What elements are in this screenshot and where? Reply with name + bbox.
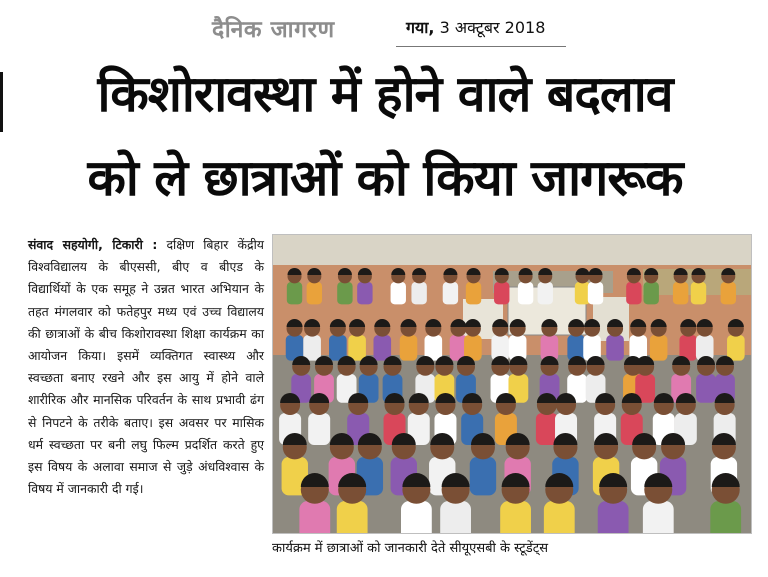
person-body <box>721 282 736 304</box>
left-margin-bar <box>0 72 3 132</box>
person-body <box>500 501 531 533</box>
person-body <box>440 501 471 533</box>
person-body <box>691 282 706 304</box>
person-body <box>494 282 509 304</box>
person-body <box>643 501 674 533</box>
person-body <box>544 501 575 533</box>
person-body <box>411 282 426 304</box>
person-body <box>391 282 406 304</box>
dateline-rule <box>396 46 566 47</box>
person-body <box>538 282 553 304</box>
person-body <box>337 282 352 304</box>
group-photo-illustration <box>273 235 751 533</box>
person-body <box>650 335 668 361</box>
person-body <box>357 282 372 304</box>
person-body <box>626 282 641 304</box>
person-body <box>308 413 330 445</box>
person-body <box>443 282 458 304</box>
dateline <box>406 16 545 38</box>
newspaper-brand: दैनिक जागरण <box>212 16 335 43</box>
person-body <box>303 335 321 361</box>
person-body <box>727 335 745 361</box>
person-body <box>673 282 688 304</box>
article-text: दक्षिण बिहार केंद्रीय विश्वविद्यालय के बीएससी, बीए व बीएड के विद्यार्थियों के एक समूह ने उन्नत भारत अभियान के तहत मंगलवार को फतेहपुर मध्य एवं उच्च विद्यालय की छात्राओं के बीच किशोरावस्था शिक्षा कार्यक्रम का आयोजन किया। इसमें व्यक्तिगत स्वास्थ्य और स्वच्छता बनाए रखने और इस आयु में होने वाले शारीरिक और मानसिक परिवर्तन के साथ प्रभावी ढंग से निपटने के तरीके बताए। इस अवसर पर मासिक धर्म स्वच्छता पर बनी लघु फिल्म प्रदर्शित करते हुए इस विषय के अलावा समाज से जुड़े अंधविश्वास के विषय में जानकारी दी गई। <box>28 237 264 497</box>
photo-caption: कार्यक्रम में छात्राओं को जानकारी देते सीयूएसबी के स्टूडेंट्स <box>272 541 549 556</box>
headline-line-1: किशोरावस्था में होने वाले बदलाव <box>97 65 673 123</box>
person-body <box>588 282 603 304</box>
person-body <box>466 282 481 304</box>
person-body <box>400 335 418 361</box>
person-body <box>518 282 533 304</box>
person-body <box>373 335 391 361</box>
person-body <box>606 335 624 361</box>
masthead <box>200 10 560 48</box>
news-photo <box>272 234 752 534</box>
person-body <box>696 374 716 403</box>
dateline-date: 3 अक्टूबर 2018 <box>439 18 546 37</box>
person-body <box>337 501 368 533</box>
headline-line-2: को ले छात्राओं को किया जागरूक <box>87 149 683 207</box>
person-body <box>401 501 432 533</box>
person-body <box>287 282 302 304</box>
person-body <box>644 282 659 304</box>
dateline-city: गया, <box>406 18 435 37</box>
person-body <box>598 501 629 533</box>
person-body <box>710 501 741 533</box>
person-body <box>299 501 330 533</box>
article-byline: संवाद सहयोगी, टिकारी : <box>28 237 158 252</box>
person-body <box>307 282 322 304</box>
person-body <box>470 457 496 495</box>
person-body <box>348 335 366 361</box>
article-body <box>28 234 264 500</box>
